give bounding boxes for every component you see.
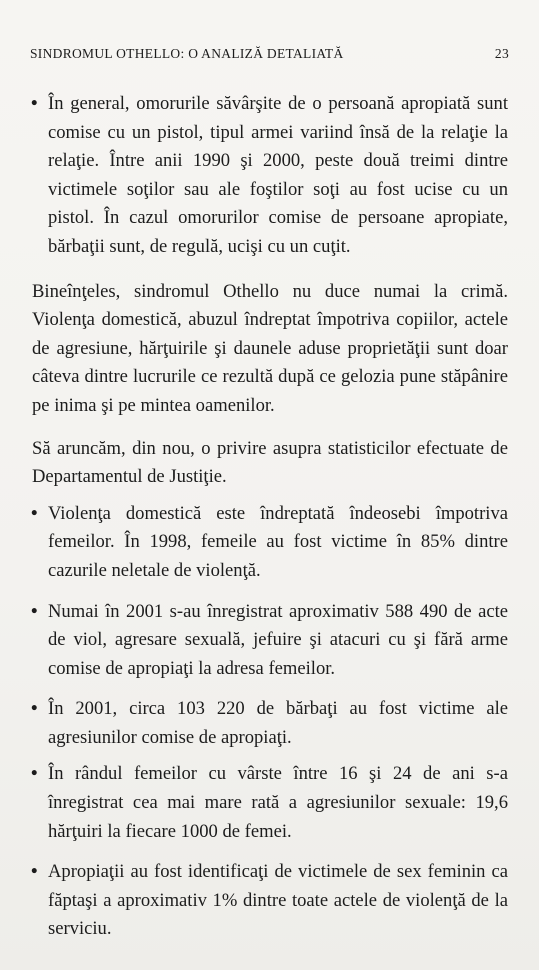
page-number: 23 <box>494 46 509 61</box>
page-header <box>30 46 509 66</box>
bullet-item-3 <box>32 598 508 684</box>
paragraph-1: Bineînţeles, sindromul Othello nu duce numai la crimă. Violenţa domestică, abuzul îndreptat împotriva copiilor, actele de agresiune, hărţuirile şi daunele aduse proprietăţii sunt doar câteva dintre lucrurile ce rezultă după ce gelozia pune stăpânire pe inima şi pe mintea oamenilor. <box>32 280 508 416</box>
bullet-item-5 <box>32 760 508 846</box>
bullet-item-1-text: În general, omorurile săvârşite de o persoană apropiată sunt comise cu un pistol, tipul armei variind însă de la relaţie la relaţie. Între anii 1990 şi 2000, peste două treimi dintre victimele soţilor sau ale foştilor soţi au fost ucise cu un pistol. În cazul omorurilor comise de persoane apropiate, bărbaţii sunt, de regulă, ucişi cu un cuţit. <box>48 93 508 257</box>
bullet-icon: • <box>31 502 38 524</box>
paragraph-2: Să aruncăm, din nou, o privire asupra statisticilor efectuate de Departamentul de Justiţie. <box>32 437 508 488</box>
bullet-item-3-text: Numai în 2001 s-au înregistrat aproximativ 588 490 de acte de viol, agresare sexuală, jefuire şi atacuri cu şi fără arme comise de apropiaţi la adresa femeilor. <box>48 600 508 679</box>
bullet-icon: • <box>31 600 38 622</box>
bullet-item-4-text: În 2001, circa 103 220 de bărbaţi au fost victime ale agresiunilor comise de apropiaţi. <box>48 698 508 748</box>
bullet-icon: • <box>31 93 38 114</box>
bullet-item-5-text: În rândul femeilor cu vârste între 16 şi 24 de ani s-a înregistrat cea mai mare rată a agresiunilor sexuale: 19,6 hărţuiri la fiecare 1000 de femei. <box>48 763 508 842</box>
bullet-item-2-text: Violenţa domestică este îndreptată îndeosebi împotriva femeilor. În 1998, femeile au fost victime în 85% dintre cazurile neletale de violenţă. <box>48 502 508 581</box>
bullet-item-2 <box>32 500 508 586</box>
bullet-item-6 <box>32 858 508 944</box>
bullet-item-4 <box>32 695 508 752</box>
running-title: SINDROMUL OTHELLO: O ANALIZĂ DETALIATĂ <box>30 46 344 61</box>
bullet-icon: • <box>31 763 38 785</box>
bullet-item-6-text: Apropiaţii au fost identificaţi de victimele de sex feminin ca făptaşi a aproximativ 1% dintre toate actele de violenţă de la serviciu. <box>48 861 508 940</box>
bullet-item-1 <box>32 90 508 262</box>
bullet-icon: • <box>31 861 38 883</box>
page-body <box>32 90 508 944</box>
bullet-icon: • <box>31 698 38 720</box>
